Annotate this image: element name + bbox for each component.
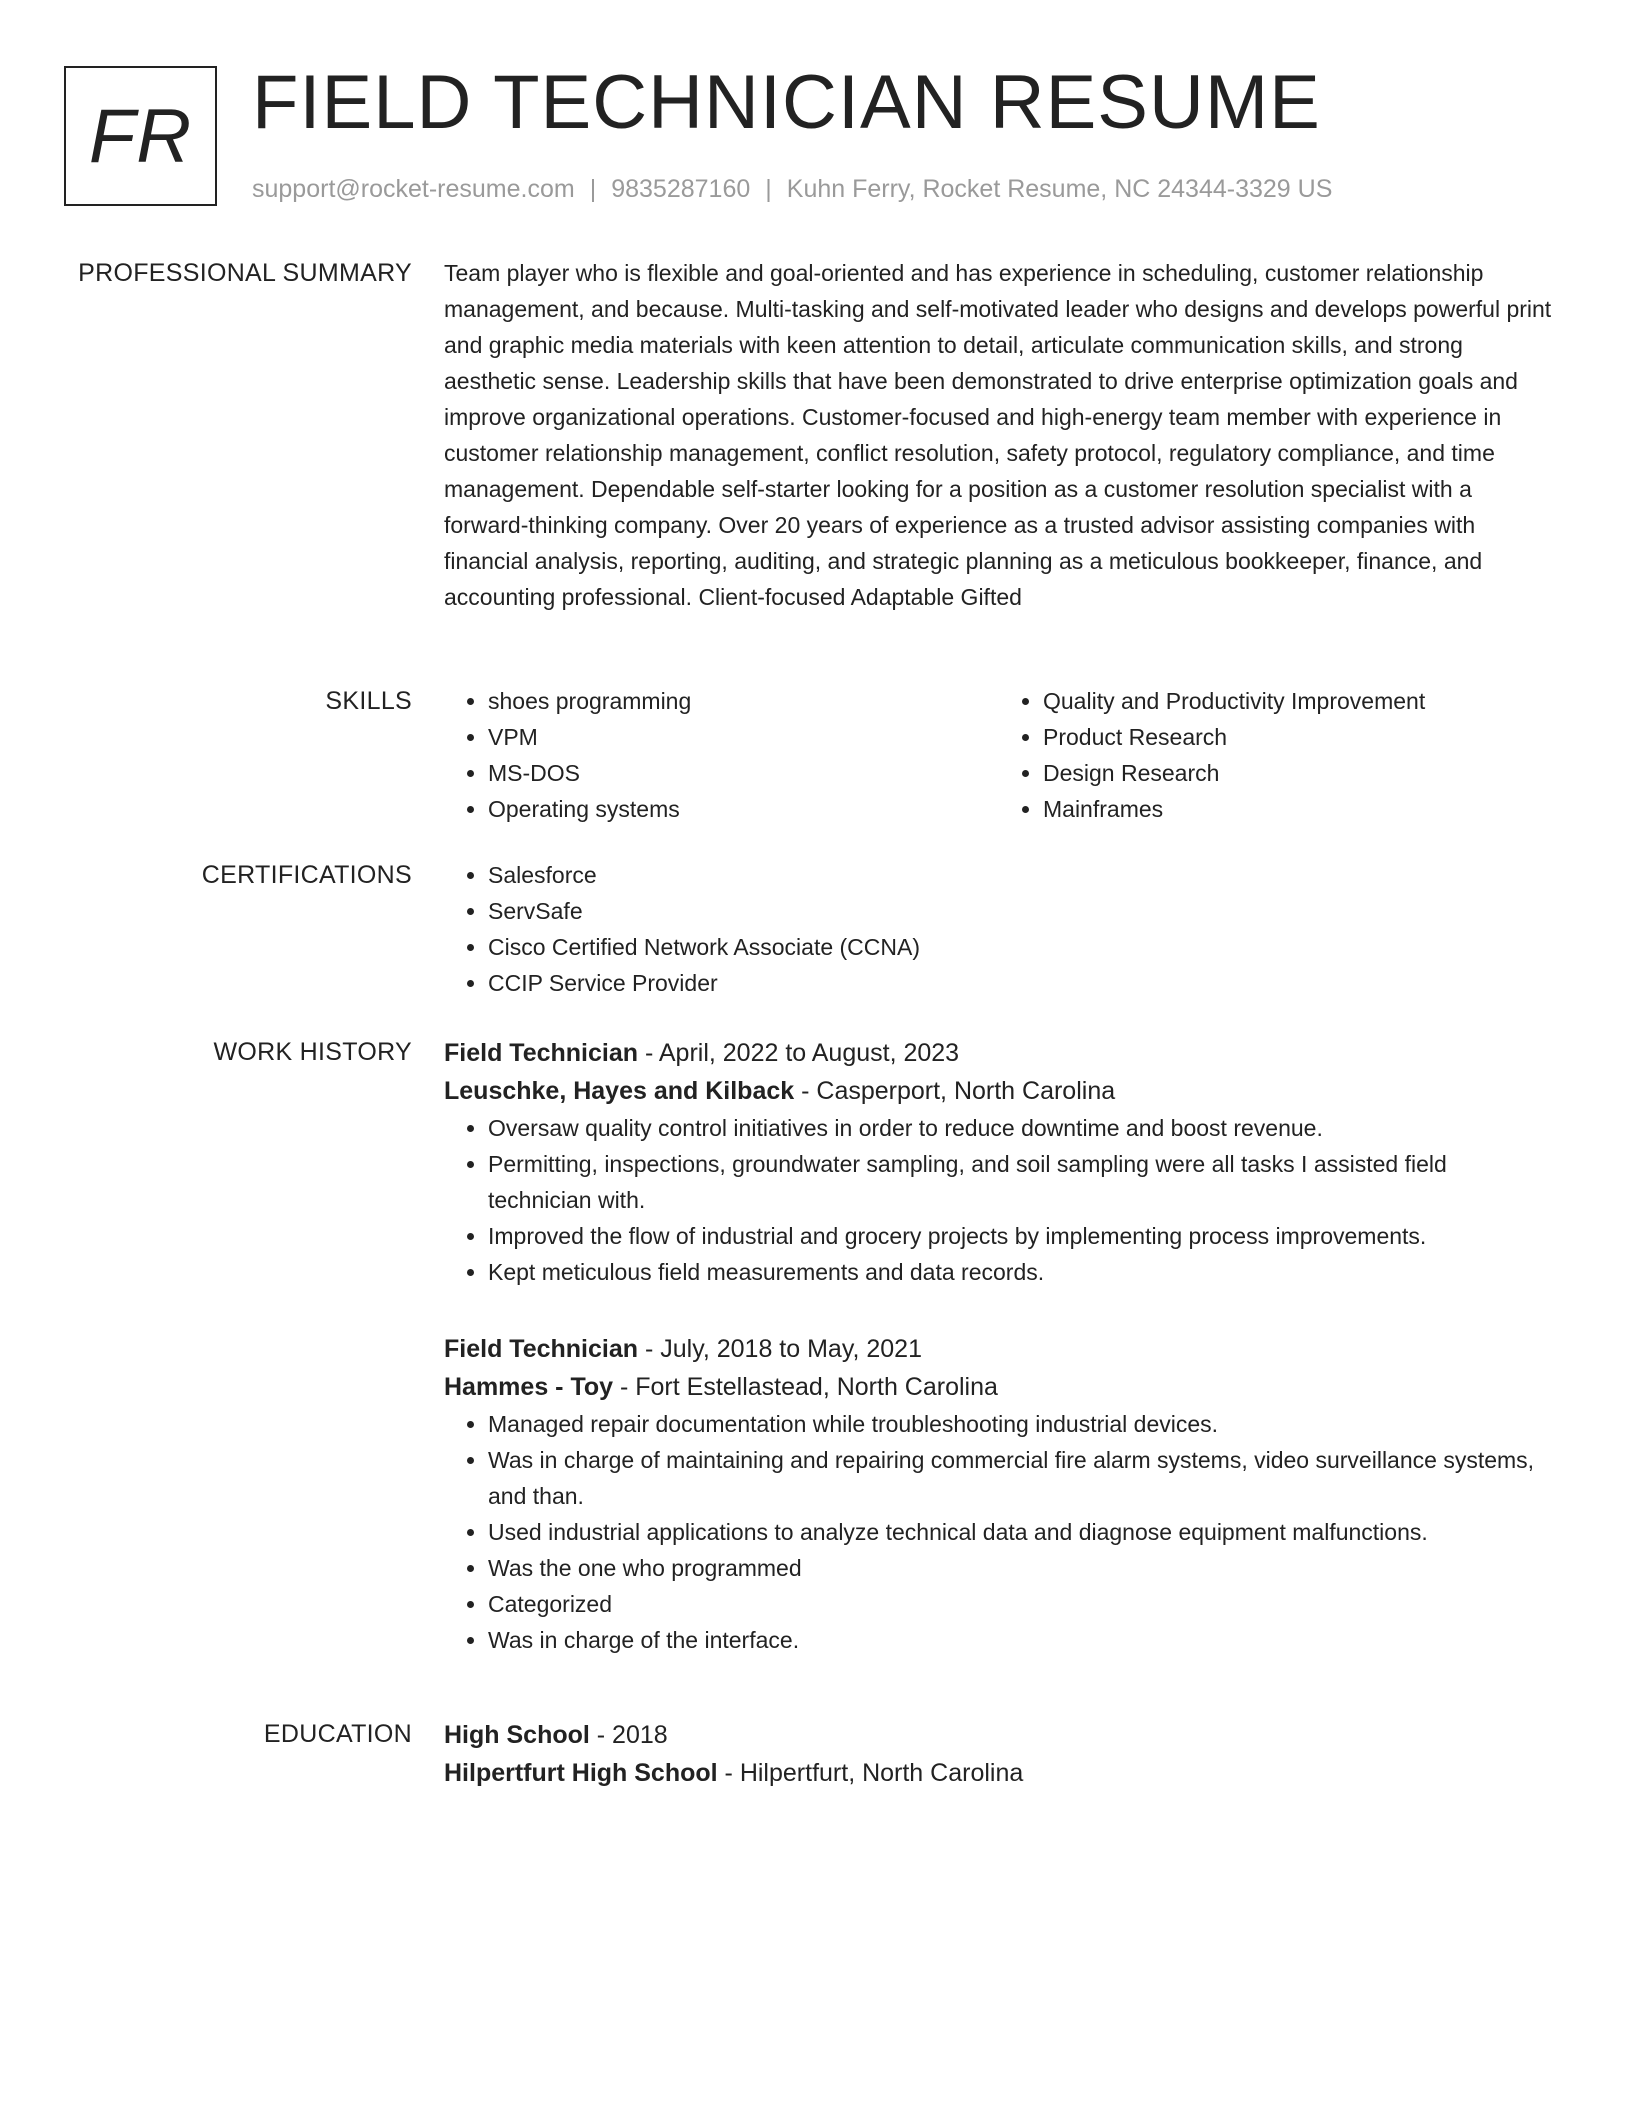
education-location: - Hilpertfurt, North Carolina bbox=[717, 1759, 1024, 1787]
skill-item: • Operating systems bbox=[488, 791, 999, 827]
job-location: - Casperport, North Carolina bbox=[794, 1077, 1116, 1105]
skill-item: • Quality and Productivity Improvement bbox=[1043, 683, 1554, 719]
job-company: Leuschke, Hayes and Kilback bbox=[444, 1077, 795, 1105]
skills-list-right bbox=[999, 683, 1554, 827]
certification-item: • Cisco Certified Network Associate (CCNA) bbox=[488, 929, 1554, 965]
job-duty-item: • Was the one who programmed bbox=[488, 1550, 1554, 1586]
skill-item: • Design Research bbox=[1043, 755, 1554, 791]
section-label-education: EDUCATION bbox=[263, 1720, 412, 1748]
skill-item: • VPM bbox=[488, 719, 999, 755]
skill-item: • Mainframes bbox=[1043, 791, 1554, 827]
skill-item: • Product Research bbox=[1043, 719, 1554, 755]
contact-phone[interactable]: 9835287160 bbox=[611, 175, 751, 203]
certification-item: • ServSafe bbox=[488, 893, 1554, 929]
contact-address: Kuhn Ferry, Rocket Resume, NC 24344-3329 US bbox=[786, 175, 1333, 203]
job-duty-item: • Used industrial applications to analyze technical data and diagnose equipment malfunctions. bbox=[488, 1514, 1554, 1550]
certifications-section bbox=[0, 857, 1632, 1001]
summary-section bbox=[0, 255, 1632, 615]
job-dates: - July, 2018 to May, 2021 bbox=[638, 1335, 922, 1363]
skills-body bbox=[444, 683, 1554, 827]
skill-item: • shoes programming bbox=[488, 683, 999, 719]
job-duties-list bbox=[444, 1406, 1554, 1658]
certification-item: • Salesforce bbox=[488, 857, 1554, 893]
job-dates: - April, 2022 to August, 2023 bbox=[638, 1039, 960, 1067]
certifications-body bbox=[444, 857, 1554, 1001]
education-body bbox=[444, 1716, 1554, 1792]
work-history-section bbox=[0, 1034, 1632, 1658]
job-entry bbox=[444, 1330, 1554, 1658]
summary-body bbox=[444, 255, 1554, 615]
job-duty-item: • Kept meticulous field measurements and data records. bbox=[488, 1254, 1554, 1290]
monogram-badge: FR bbox=[64, 66, 217, 206]
section-label-summary: PROFESSIONAL SUMMARY bbox=[78, 259, 412, 287]
skill-item: • MS-DOS bbox=[488, 755, 999, 791]
job-title: Field Technician bbox=[444, 1335, 639, 1363]
job-duties-list bbox=[444, 1110, 1554, 1290]
education-degree-line bbox=[444, 1716, 1554, 1754]
education-section bbox=[0, 1716, 1632, 1792]
work-history-body bbox=[444, 1034, 1554, 1658]
job-title: Field Technician bbox=[444, 1039, 639, 1067]
contact-separator: | bbox=[765, 175, 772, 203]
job-duty-item: • Improved the flow of industrial and grocery projects by implementing process improvements. bbox=[488, 1218, 1554, 1254]
skills-section bbox=[0, 683, 1632, 827]
job-company-line bbox=[444, 1072, 1554, 1110]
skills-list-left bbox=[444, 683, 999, 827]
education-degree: High School bbox=[444, 1721, 590, 1749]
job-company-line bbox=[444, 1368, 1554, 1406]
job-title-line bbox=[444, 1034, 1554, 1072]
education-school-line bbox=[444, 1754, 1554, 1792]
job-duty-item: • Was in charge of maintaining and repairing commercial fire alarm systems, video surveillance systems, and than. bbox=[488, 1442, 1554, 1514]
job-duty-item: • Managed repair documentation while troubleshooting industrial devices. bbox=[488, 1406, 1554, 1442]
job-title-line bbox=[444, 1330, 1554, 1368]
section-label-skills: SKILLS bbox=[325, 687, 412, 715]
job-duty-item: • Oversaw quality control initiatives in order to reduce downtime and boost revenue. bbox=[488, 1110, 1554, 1146]
job-duty-item: • Permitting, inspections, groundwater sampling, and soil sampling were all tasks I assisted field technician with. bbox=[488, 1146, 1554, 1218]
section-label-work-history: WORK HISTORY bbox=[213, 1038, 412, 1066]
job-company: Hammes - Toy bbox=[444, 1373, 614, 1401]
job-entry bbox=[444, 1034, 1554, 1290]
job-duty-item: • Was in charge of the interface. bbox=[488, 1622, 1554, 1658]
contact-separator: | bbox=[589, 175, 597, 203]
contact-line bbox=[252, 172, 1332, 206]
education-year: - 2018 bbox=[589, 1721, 668, 1749]
section-label-certifications: CERTIFICATIONS bbox=[201, 861, 412, 889]
education-school: Hilpertfurt High School bbox=[444, 1759, 718, 1787]
certifications-list bbox=[444, 857, 1554, 1001]
resume-title: FIELD TECHNICIAN RESUME bbox=[252, 60, 1321, 145]
job-duty-item: • Categorized bbox=[488, 1586, 1554, 1622]
job-location: - Fort Estellastead, North Carolina bbox=[613, 1373, 998, 1401]
contact-email[interactable]: support@rocket-resume.com bbox=[252, 175, 575, 203]
certification-item: • CCIP Service Provider bbox=[488, 965, 1554, 1001]
summary-text: Team player who is flexible and goal-oriented and has experience in scheduling, customer relationship management, and because. Multi-tasking and self-motivated leader who designs and develops powerful print and graphic media materials with keen attention to detail, articulate communication skills, and strong aesthetic sense. Leadership skills that have been demonstrated to drive enterprise optimization goals and improve organizational operations. Customer-focused and high-energy team member with experience in customer relationship management, conflict resolution, safety protocol, regulatory compliance, and time management. Dependable self-starter looking for a position as a customer resolution specialist with a forward-thinking company. Over 20 years of experience as a trusted advisor assisting companies with financial analysis, reporting, auditing, and strategic planning as a meticulous bookkeeper, finance, and accounting professional. Client-focused Adaptable Gifted bbox=[444, 260, 1552, 610]
